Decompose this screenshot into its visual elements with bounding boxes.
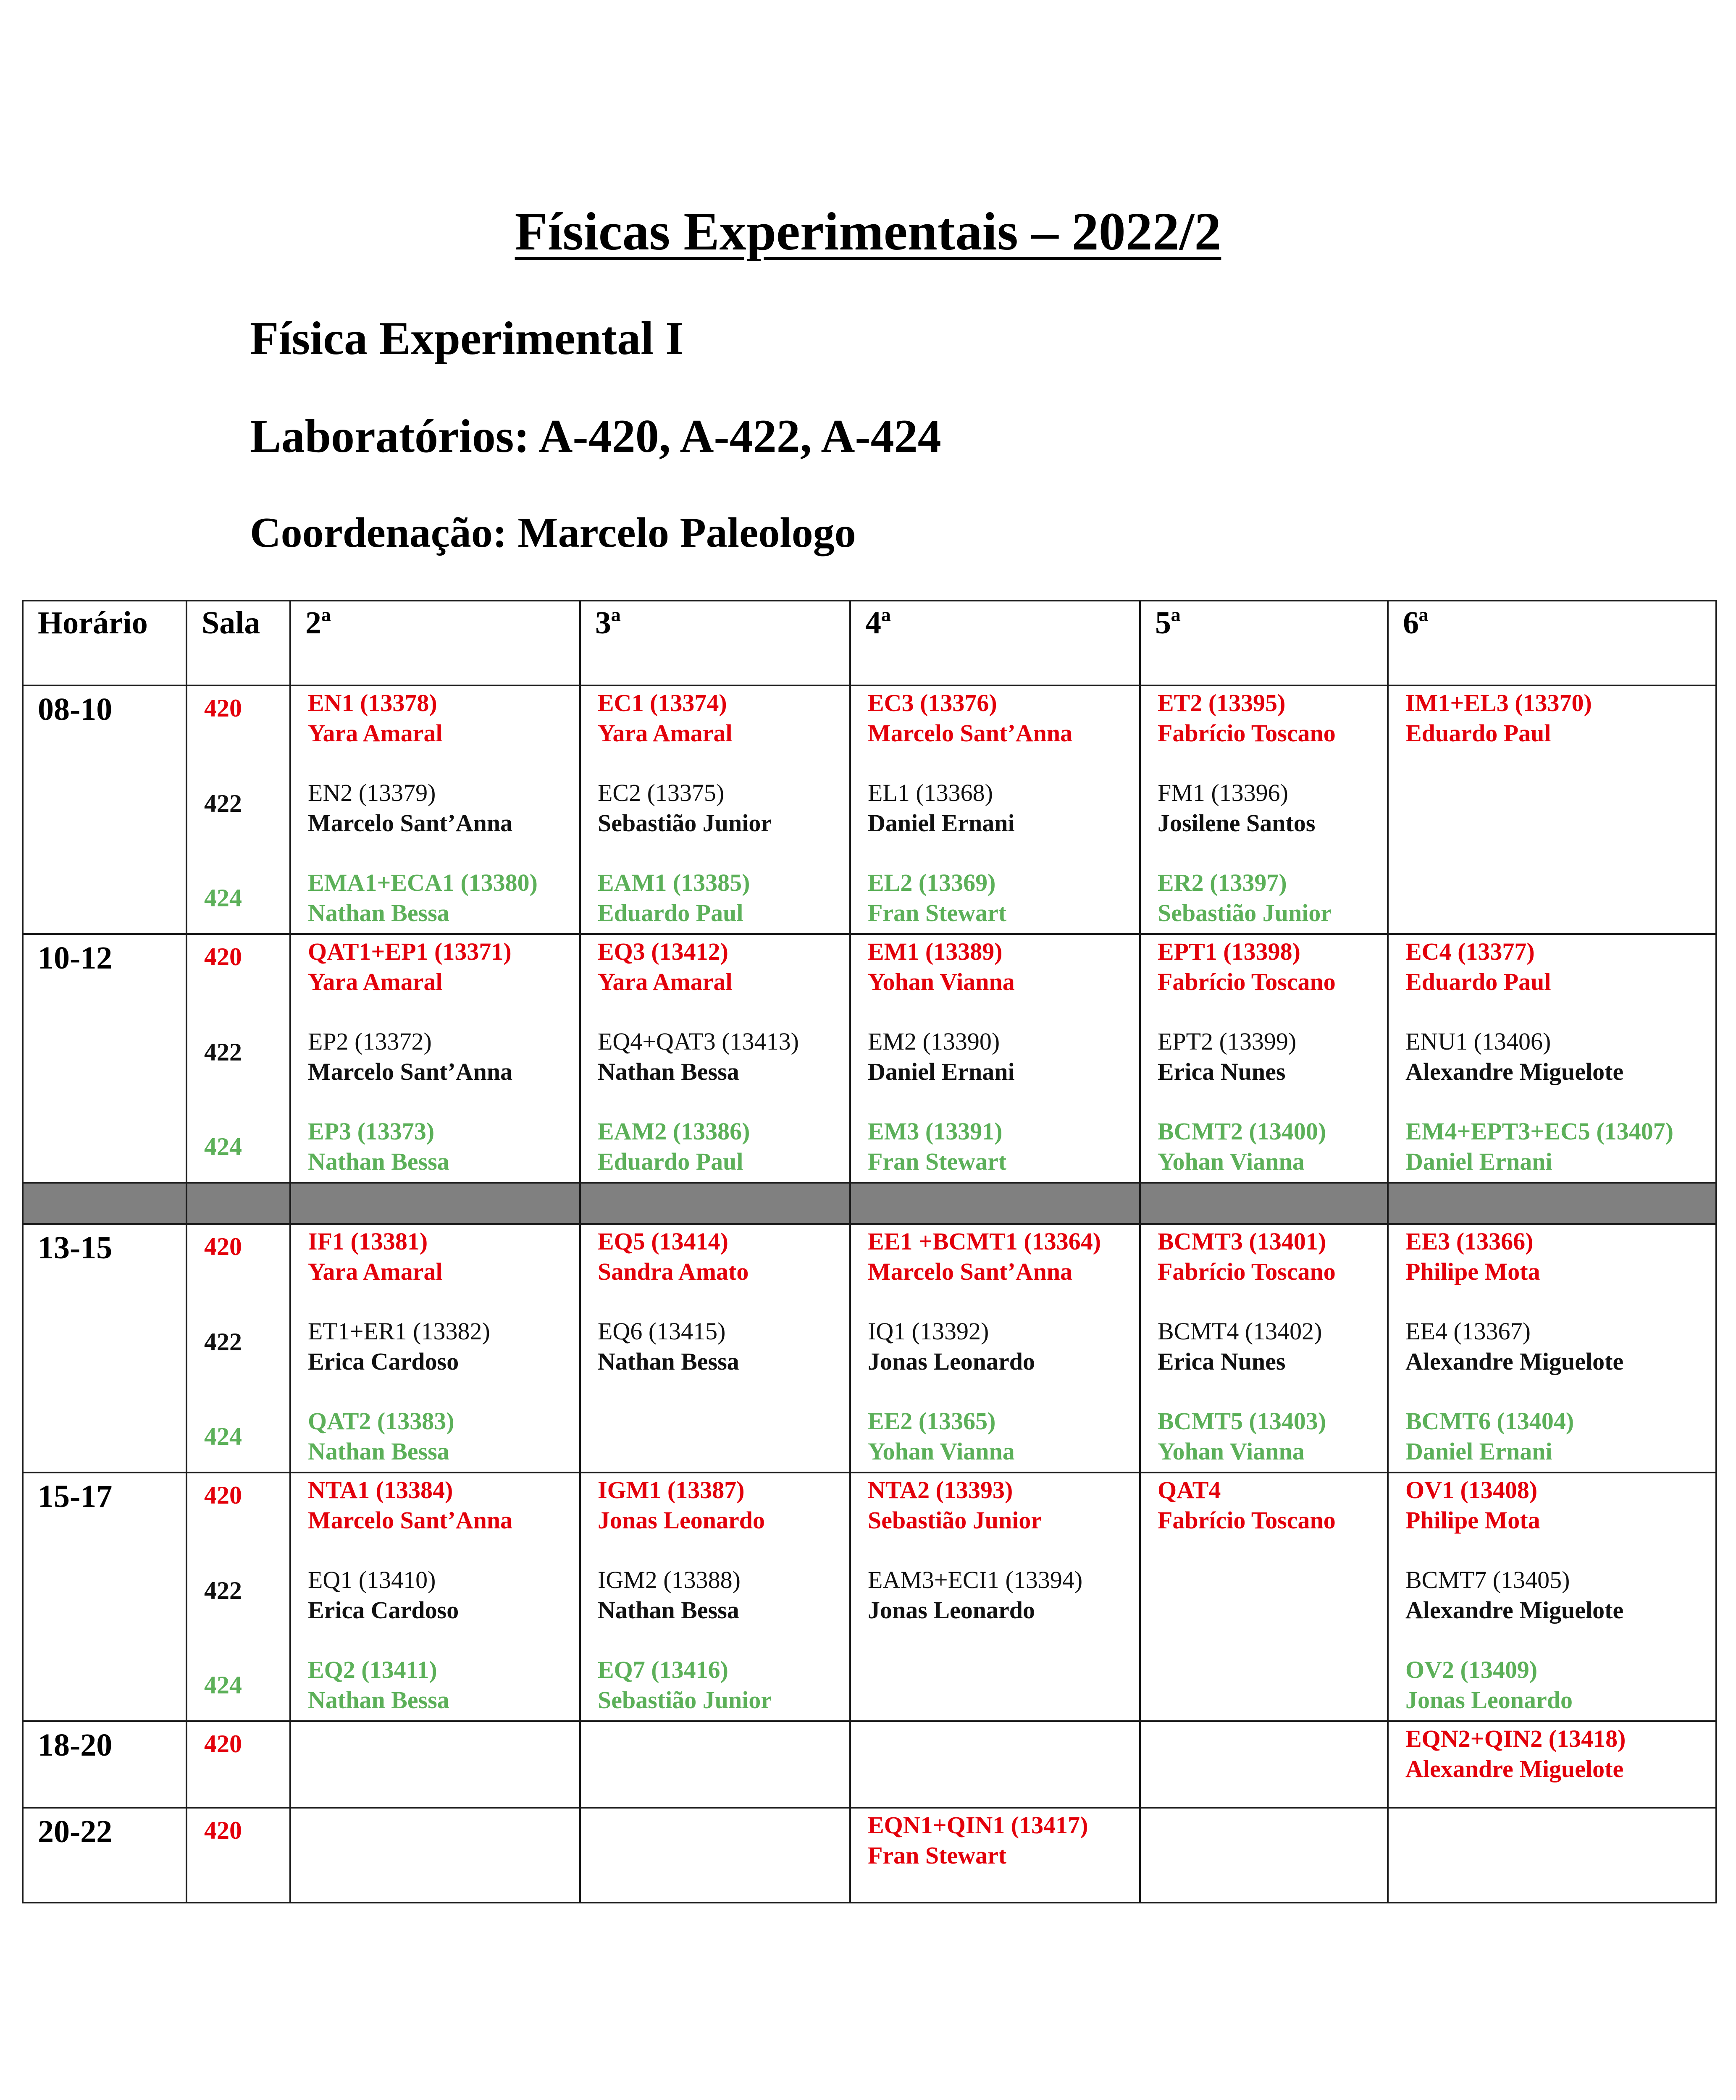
class-entry: [1158, 868, 1385, 928]
day-cell: [580, 1224, 850, 1473]
class-entry: [868, 1026, 1137, 1087]
class-code: IGM1 (13387): [598, 1476, 745, 1504]
time-slot: 08-10: [23, 685, 186, 934]
day-cell: [580, 1808, 850, 1903]
teacher-name: Sebastião Junior: [1158, 899, 1332, 927]
teacher-name: Daniel Ernani: [868, 809, 1015, 837]
class-entry: [1405, 688, 1714, 748]
class-entry: [598, 1316, 848, 1377]
time-slot: 20-22: [23, 1808, 186, 1903]
class-code: EP2 (13372): [308, 1028, 432, 1055]
break-cell: [580, 1183, 850, 1224]
break-cell: [186, 1183, 290, 1224]
class-entry: [1405, 1116, 1714, 1177]
teacher-name: Nathan Bessa: [598, 1596, 739, 1624]
day-cell: [1140, 685, 1388, 934]
room-cell: [186, 685, 290, 934]
class-code: EC1 (13374): [598, 689, 727, 717]
class-entry: [598, 778, 848, 838]
teacher-name: Eduardo Paul: [1405, 968, 1551, 995]
teacher-name: Yohan Vianna: [1158, 1438, 1305, 1465]
teacher-name: Fabrício Toscano: [1158, 1507, 1336, 1534]
header-row: [23, 601, 1716, 685]
class-code: BCMT3 (13401): [1158, 1228, 1326, 1255]
day-cell: [850, 1808, 1140, 1903]
class-entry: [598, 688, 848, 748]
day-cell: [580, 685, 850, 934]
class-entry: [598, 1565, 848, 1625]
teacher-name: Jonas Leonardo: [598, 1507, 765, 1534]
teacher-name: Erica Cardoso: [308, 1348, 459, 1375]
class-entry: [308, 1655, 578, 1715]
header-day-6: 6ª: [1388, 601, 1716, 685]
day-cell: [850, 934, 1140, 1183]
day-cell: [850, 685, 1140, 934]
class-code: EMA1+ECA1 (13380): [308, 869, 538, 896]
teacher-name: Alexandre Miguelote: [1405, 1755, 1624, 1782]
schedule-row: [23, 934, 1716, 1183]
class-code: EAM1 (13385): [598, 869, 750, 896]
coordination-line: Coordenação: Marcelo Paleologo: [250, 509, 856, 556]
break-cell: [290, 1183, 580, 1224]
class-code: ET1+ER1 (13382): [308, 1318, 490, 1345]
class-entry: [1158, 778, 1385, 838]
class-code: NTA2 (13393): [868, 1476, 1013, 1504]
class-entry: [1405, 1475, 1714, 1536]
teacher-name: Eduardo Paul: [1405, 719, 1551, 747]
teacher-name: Fran Stewart: [868, 1842, 1007, 1869]
schedule-row: [23, 1721, 1716, 1808]
class-entry: [1158, 937, 1385, 997]
day-cell: [290, 1473, 580, 1721]
teacher-name: Fran Stewart: [868, 1148, 1007, 1175]
class-entry: [598, 1475, 848, 1536]
class-entry: [1405, 1026, 1714, 1087]
day-cell: [1388, 1721, 1716, 1808]
class-code: ET2 (13395): [1158, 689, 1286, 717]
class-entry: [308, 1316, 578, 1377]
class-code: OV2 (13409): [1405, 1656, 1538, 1683]
class-code: BCMT5 (13403): [1158, 1407, 1326, 1435]
day-cell: [1140, 1721, 1388, 1808]
room-number: 420: [204, 1233, 242, 1260]
class-code: EPT2 (13399): [1158, 1028, 1297, 1055]
room-cell: [186, 934, 290, 1183]
class-code: IF1 (13381): [308, 1228, 428, 1255]
teacher-name: Philipe Mota: [1405, 1507, 1540, 1534]
class-entry: [868, 1565, 1137, 1625]
header-horario: Horário: [23, 601, 186, 685]
teacher-name: Marcelo Sant’Anna: [868, 719, 1073, 747]
teacher-name: Alexandre Miguelote: [1405, 1058, 1624, 1085]
day-cell: [290, 1224, 580, 1473]
class-code: EM4+EPT3+EC5 (13407): [1405, 1118, 1674, 1145]
class-code: ER2 (13397): [1158, 869, 1287, 896]
room-number: 420: [204, 943, 242, 971]
class-code: BCMT7 (13405): [1405, 1566, 1570, 1593]
class-code: QAT1+EP1 (13371): [308, 938, 512, 965]
lunch-break-row: [23, 1183, 1716, 1224]
teacher-name: Fabrício Toscano: [1158, 1258, 1336, 1285]
teacher-name: Erica Nunes: [1158, 1058, 1286, 1085]
teacher-name: Eduardo Paul: [598, 899, 743, 927]
class-entry: [868, 688, 1137, 748]
teacher-name: Sebastião Junior: [868, 1507, 1042, 1534]
time-slot: 18-20: [23, 1721, 186, 1808]
class-code: EQ2 (13411): [308, 1656, 437, 1683]
class-code: EL2 (13369): [868, 869, 996, 896]
class-code: EL1 (13368): [868, 779, 993, 806]
class-entry: [1158, 688, 1385, 748]
teacher-name: Sandra Amato: [598, 1258, 749, 1285]
day-cell: [850, 1473, 1140, 1721]
teacher-name: Yara Amaral: [598, 968, 733, 995]
teacher-name: Alexandre Miguelote: [1405, 1596, 1624, 1624]
class-code: EQ4+QAT3 (13413): [598, 1028, 799, 1055]
class-code: EQN2+QIN2 (13418): [1405, 1725, 1626, 1752]
teacher-name: Fran Stewart: [868, 899, 1007, 927]
teacher-name: Daniel Ernani: [1405, 1438, 1552, 1465]
schedule-row: [23, 1808, 1716, 1903]
class-entry: [868, 1116, 1137, 1177]
break-cell: [23, 1183, 186, 1224]
teacher-name: Fabrício Toscano: [1158, 968, 1336, 995]
time-slot: 10-12: [23, 934, 186, 1183]
schedule-table: [22, 600, 1717, 1903]
class-code: EN2 (13379): [308, 779, 436, 806]
class-entry: [1405, 1316, 1714, 1377]
course-title: Física Experimental I: [250, 312, 684, 365]
teacher-name: Yohan Vianna: [1158, 1148, 1305, 1175]
teacher-name: Yohan Vianna: [868, 968, 1015, 995]
teacher-name: Philipe Mota: [1405, 1258, 1540, 1285]
class-entry: [308, 688, 578, 748]
class-entry: [868, 778, 1137, 838]
class-entry: [598, 937, 848, 997]
teacher-name: Nathan Bessa: [308, 1148, 449, 1175]
class-entry: [308, 1565, 578, 1625]
class-code: EM2 (13390): [868, 1028, 1000, 1055]
day-cell: [1140, 1224, 1388, 1473]
schedule-row: [23, 1473, 1716, 1721]
teacher-name: Jonas Leonardo: [868, 1596, 1035, 1624]
class-code: BCMT4 (13402): [1158, 1318, 1322, 1345]
class-code: EQN1+QIN1 (13417): [868, 1811, 1088, 1839]
class-entry: [308, 1116, 578, 1177]
room-number: 424: [204, 884, 242, 912]
day-cell: [580, 1721, 850, 1808]
class-entry: [1405, 1724, 1714, 1784]
room-cell: [186, 1473, 290, 1721]
time-slot: 15-17: [23, 1473, 186, 1721]
header-sala: Sala: [186, 601, 290, 685]
document-title: Físicas Experimentais – 2022/2: [515, 202, 1221, 261]
class-code: EC3 (13376): [868, 689, 997, 717]
teacher-name: Jonas Leonardo: [868, 1348, 1035, 1375]
break-cell: [1140, 1183, 1388, 1224]
class-code: EE2 (13365): [868, 1407, 996, 1435]
class-entry: [1158, 1475, 1385, 1536]
teacher-name: Nathan Bessa: [308, 1438, 449, 1465]
room-number: 420: [204, 1730, 242, 1758]
teacher-name: Erica Cardoso: [308, 1596, 459, 1624]
class-entry: [1158, 1406, 1385, 1467]
class-code: BCMT2 (13400): [1158, 1118, 1326, 1145]
class-entry: [868, 937, 1137, 997]
class-code: QAT4: [1158, 1476, 1221, 1504]
break-cell: [1388, 1183, 1716, 1224]
teacher-name: Alexandre Miguelote: [1405, 1348, 1624, 1375]
header-day-5: 5ª: [1140, 601, 1388, 685]
class-entry: [868, 1475, 1137, 1536]
class-entry: [1405, 1565, 1714, 1625]
day-cell: [1388, 685, 1716, 934]
room-number: 420: [204, 1816, 242, 1844]
class-entry: [1405, 1655, 1714, 1715]
teacher-name: Nathan Bessa: [308, 899, 449, 927]
class-code: EP3 (13373): [308, 1118, 435, 1145]
class-code: FM1 (13396): [1158, 779, 1288, 806]
teacher-name: Daniel Ernani: [868, 1058, 1015, 1085]
class-entry: [868, 1406, 1137, 1467]
break-cell: [850, 1183, 1140, 1224]
day-cell: [290, 1808, 580, 1903]
room-number: 424: [204, 1133, 242, 1160]
room-number: 422: [204, 1038, 242, 1066]
teacher-name: Sebastião Junior: [598, 1686, 772, 1714]
class-entry: [1405, 937, 1714, 997]
teacher-name: Marcelo Sant’Anna: [308, 1507, 513, 1534]
class-code: EQ7 (13416): [598, 1656, 728, 1683]
day-cell: [1388, 1808, 1716, 1903]
teacher-name: Daniel Ernani: [1405, 1148, 1552, 1175]
class-entry: [1158, 1026, 1385, 1087]
class-code: IQ1 (13392): [868, 1318, 989, 1345]
class-entry: [598, 1116, 848, 1177]
class-entry: [1158, 1226, 1385, 1287]
room-number: 424: [204, 1671, 242, 1699]
class-entry: [308, 1406, 578, 1467]
class-code: EM3 (13391): [868, 1118, 1003, 1145]
day-cell: [580, 934, 850, 1183]
teacher-name: Erica Nunes: [1158, 1348, 1286, 1375]
teacher-name: Eduardo Paul: [598, 1148, 743, 1175]
room-number: 422: [204, 790, 242, 817]
day-cell: [290, 1721, 580, 1808]
labs-line: Laboratórios: A-420, A-422, A-424: [250, 410, 941, 462]
class-entry: [1405, 1406, 1714, 1467]
teacher-name: Yara Amaral: [598, 719, 733, 747]
class-code: IM1+EL3 (13370): [1405, 689, 1592, 717]
teacher-name: Sebastião Junior: [598, 809, 772, 837]
class-entry: [308, 868, 578, 928]
day-cell: [850, 1224, 1140, 1473]
teacher-name: Jonas Leonardo: [1405, 1686, 1573, 1714]
day-cell: [290, 934, 580, 1183]
class-entry: [308, 1226, 578, 1287]
teacher-name: Fabrício Toscano: [1158, 719, 1336, 747]
room-cell: [186, 1808, 290, 1903]
class-entry: [1405, 1226, 1714, 1287]
class-code: EC2 (13375): [598, 779, 725, 806]
class-code: EPT1 (13398): [1158, 938, 1300, 965]
teacher-name: Nathan Bessa: [598, 1348, 739, 1375]
class-entry: [1158, 1116, 1385, 1177]
class-code: EAM3+ECI1 (13394): [868, 1566, 1083, 1593]
class-entry: [868, 1316, 1137, 1377]
time-slot: 13-15: [23, 1224, 186, 1473]
day-cell: [1388, 1224, 1716, 1473]
class-code: BCMT6 (13404): [1405, 1407, 1574, 1435]
class-entry: [868, 1226, 1137, 1287]
day-cell: [1140, 1808, 1388, 1903]
class-code: QAT2 (13383): [308, 1407, 454, 1435]
class-code: EN1 (13378): [308, 689, 437, 717]
header-day-4: 4ª: [850, 601, 1140, 685]
teacher-name: Yara Amaral: [308, 1258, 443, 1285]
room-cell: [186, 1224, 290, 1473]
header-day-3: 3ª: [580, 601, 850, 685]
teacher-name: Marcelo Sant’Anna: [308, 809, 513, 837]
header-day-2: 2ª: [290, 601, 580, 685]
class-code: EM1 (13389): [868, 938, 1003, 965]
class-code: NTA1 (13384): [308, 1476, 453, 1504]
schedule-row: [23, 1224, 1716, 1473]
room-number: 422: [204, 1577, 242, 1604]
teacher-name: Yohan Vianna: [868, 1438, 1015, 1465]
teacher-name: Yara Amaral: [308, 968, 443, 995]
class-code: IGM2 (13388): [598, 1566, 741, 1593]
day-cell: [580, 1473, 850, 1721]
teacher-name: Josilene Santos: [1158, 809, 1316, 837]
day-cell: [1140, 1473, 1388, 1721]
teacher-name: Marcelo Sant’Anna: [308, 1058, 513, 1085]
class-entry: [308, 778, 578, 838]
class-entry: [598, 1026, 848, 1087]
teacher-name: Marcelo Sant’Anna: [868, 1258, 1073, 1285]
room-number: 422: [204, 1328, 242, 1356]
class-entry: [598, 1655, 848, 1715]
teacher-name: Nathan Bessa: [598, 1058, 739, 1085]
class-code: EQ6 (13415): [598, 1318, 726, 1345]
class-code: EC4 (13377): [1405, 938, 1535, 965]
teacher-name: Yara Amaral: [308, 719, 443, 747]
day-cell: [1388, 934, 1716, 1183]
class-entry: [308, 1026, 578, 1087]
class-code: EE3 (13366): [1405, 1228, 1534, 1255]
day-cell: [290, 685, 580, 934]
teacher-name: Nathan Bessa: [308, 1686, 449, 1714]
class-code: EQ5 (13414): [598, 1228, 728, 1255]
day-cell: [1140, 934, 1388, 1183]
class-code: EQ1 (13410): [308, 1566, 436, 1593]
class-code: EE4 (13367): [1405, 1318, 1531, 1345]
class-entry: [598, 868, 848, 928]
day-cell: [850, 1721, 1140, 1808]
class-code: EE1 +BCMT1 (13364): [868, 1228, 1101, 1255]
class-code: EQ3 (13412): [598, 938, 728, 965]
class-code: ENU1 (13406): [1405, 1028, 1551, 1055]
room-cell: [186, 1721, 290, 1808]
class-entry: [308, 1475, 578, 1536]
class-code: OV1 (13408): [1405, 1476, 1538, 1504]
day-cell: [1388, 1473, 1716, 1721]
class-entry: [598, 1226, 848, 1287]
class-entry: [868, 1810, 1137, 1871]
room-number: 424: [204, 1423, 242, 1450]
schedule-row: [23, 685, 1716, 934]
room-number: 420: [204, 694, 242, 722]
class-code: EAM2 (13386): [598, 1118, 750, 1145]
class-entry: [308, 937, 578, 997]
class-entry: [868, 868, 1137, 928]
class-entry: [1158, 1316, 1385, 1377]
room-number: 420: [204, 1481, 242, 1509]
